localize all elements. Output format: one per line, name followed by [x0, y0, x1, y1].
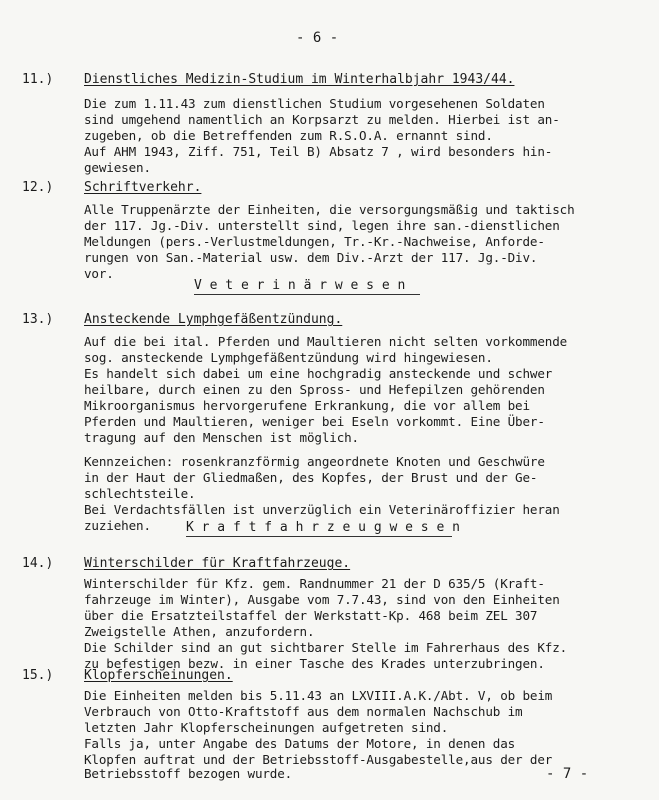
item-15-line: Verbrauch von Otto-Kraftstoff aus dem normalen Nachschub im	[84, 704, 523, 719]
item-15-line: Die Einheiten melden bis 5.11.43 an LXVIII.A.K./Abt. V, ob beim	[84, 688, 553, 703]
item-13-line: zuziehen.	[84, 518, 151, 533]
item-11-line: Die zum 1.11.43 zum dienstlichen Studium vorgesehenen Soldaten	[84, 96, 545, 111]
item-13-line: Mikroorganismus hervorgerufene Erkrankung, die vor allem bei	[84, 398, 530, 413]
page-number-top: - 6 -	[296, 30, 339, 46]
item-11-line: gewiesen.	[84, 160, 151, 175]
item-11-line: Auf AHM 1943, Ziff. 751, Teil B) Absatz 7 , wird besonders hin-	[84, 144, 553, 159]
item-13-line: heilbare, durch einen zu den Spross- und Hefepilzen gehörenden	[84, 382, 545, 397]
item-13-line: schlechtsteile.	[84, 486, 196, 501]
item-11-heading: Dienstliches Medizin-Studium im Winterhalbjahr 1943/44.	[84, 72, 515, 87]
section-underline	[186, 536, 452, 537]
item-12-line: Meldungen (pers.-Verlustmeldungen, Tr.-Kr.-Nachweise, Anforde-	[84, 234, 545, 249]
item-14-line: fahrzeuge im Winter), Ausgabe vom 7.7.43, sind von den Einheiten	[84, 592, 560, 607]
item-15-line: Klopfen auftrat und der Betriebsstoff-Ausgabestelle,aus der der	[84, 752, 553, 767]
item-13-line: tragung auf den Menschen ist möglich.	[84, 430, 359, 445]
item-12-line: der 117. Jg.-Div. unterstellt sind, legen ihre san.-dienstlichen	[84, 218, 560, 233]
item-15-number: 15.)	[22, 668, 54, 683]
item-12-number: 12.)	[22, 180, 54, 195]
item-13-line: sog. ansteckende Lymphgefäßentzündung wird hingewiesen.	[84, 350, 493, 365]
item-11-number: 11.)	[22, 72, 54, 87]
item-14-heading: Winterschilder für Kraftfahrzeuge.	[84, 556, 351, 571]
item-13-line: Pferden und Maultieren, weniger bei Eseln vorkommt. Eine Über-	[84, 414, 545, 429]
item-13-number: 13.)	[22, 312, 54, 327]
item-13-heading: Ansteckende Lymphgefäßentzündung.	[84, 312, 343, 327]
item-14-line: Die Schilder sind an gut sichtbarer Stelle im Fahrerhaus des Kfz.	[84, 640, 568, 655]
page-number-bottom: - 7 -	[546, 766, 589, 782]
item-14-line: Winterschilder für Kfz. gem. Randnummer 21 der D 635/5 (Kraft-	[84, 576, 545, 591]
item-15-line: Falls ja, unter Angabe des Datums der Motore, in denen das	[84, 736, 516, 751]
item-14-line: über die Ersatzteilstaffel der Werkstatt-Kp. 468 beim ZEL 307	[84, 608, 538, 623]
item-11-line: sind umgehend namentlich an Korpsarzt zu melden. Hierbei ist an-	[84, 112, 560, 127]
item-15-line: letzten Jahr Klopferscheinungen aufgetreten sind.	[84, 720, 449, 735]
item-13-line: in der Haut der Gliedmaßen, des Kopfes, der Brust und der Ge-	[84, 470, 538, 485]
item-15-heading: Klopferscheinungen.	[84, 668, 233, 683]
item-12-heading: Schriftverkehr.	[84, 180, 202, 195]
item-12-line: Alle Truppenärzte der Einheiten, die versorgungsmäßig und taktisch	[84, 202, 575, 217]
item-15-line: Betriebsstoff bezogen wurde.	[84, 766, 293, 781]
item-14-line: Zweigstelle Athen, anzufordern.	[84, 624, 315, 639]
item-11-line: zugeben, ob die Betreffenden zum R.S.O.A. ernannt sind.	[84, 128, 493, 143]
item-13-line: Auf die bei ital. Pferden und Maultieren nicht selten vorkommende	[84, 334, 568, 349]
item-14-line: zu befestigen bezw. in einer Tasche des Krades unterzubringen.	[84, 656, 545, 671]
item-13-line: Bei Verdachtsfällen ist unverzüglich ein Veterinäroffizier heran	[84, 502, 560, 517]
item-13-line: Es handelt sich dabei um eine hochgradig ansteckende und schwer	[84, 366, 553, 381]
section-heading-veterinaerwesen: V e t e r i n ä r w e s e n	[194, 278, 406, 293]
section-underline	[194, 294, 420, 295]
section-heading-kraftfahrzeugwesen: K r a f t f a h r z e u g w e s e n	[186, 520, 460, 535]
item-12-line: vor.	[84, 266, 114, 281]
item-14-number: 14.)	[22, 556, 54, 571]
item-12-line: rungen von San.-Material usw. dem Div.-Arzt der 117. Jg.-Div.	[84, 250, 538, 265]
item-13-line: Kennzeichen: rosenkranzförmig angeordnete Knoten und Geschwüre	[84, 454, 545, 469]
